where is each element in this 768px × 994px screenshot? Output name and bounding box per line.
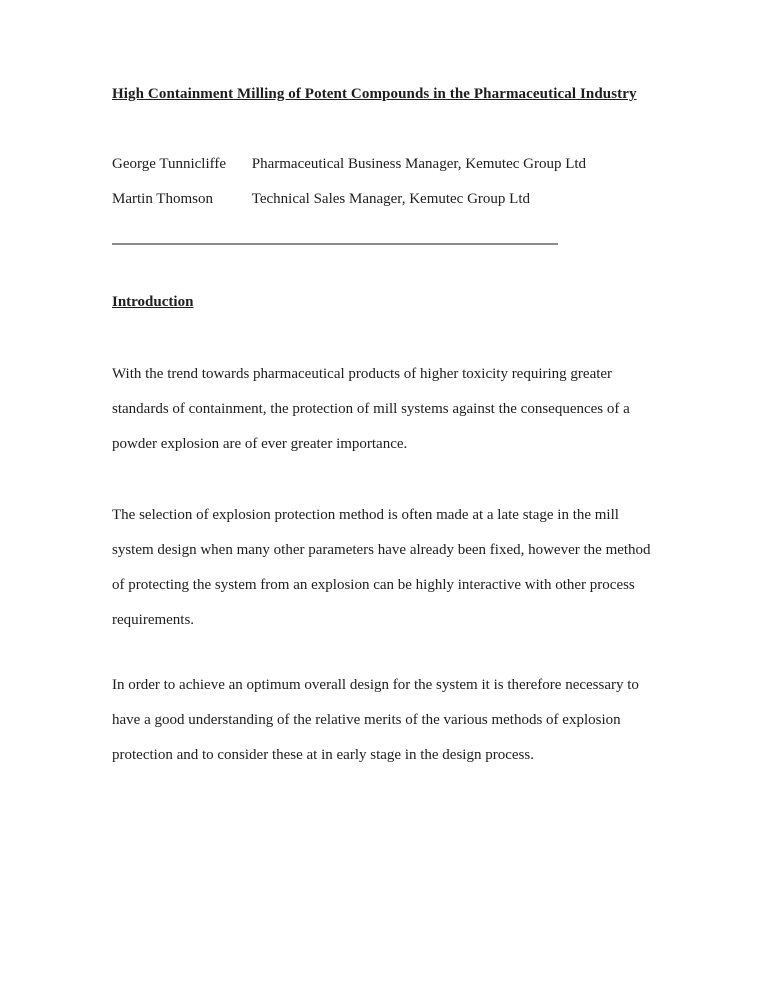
separator-line bbox=[112, 243, 558, 245]
paragraph-line: powder explosion are of ever greater importance. bbox=[112, 436, 408, 452]
paragraph-line: system design when many other parameters have already been fixed, however the method bbox=[112, 542, 651, 558]
paragraph-line: requirements. bbox=[112, 612, 195, 628]
author-role: Technical Sales Manager, Kemutec Group Ltd bbox=[251, 191, 530, 207]
author-row bbox=[112, 189, 530, 209]
paragraph-line: protection and to consider these at in early stage in the design process. bbox=[112, 747, 534, 763]
author-name: Martin Thomson bbox=[112, 191, 213, 207]
author-name: George Tunnicliffe bbox=[112, 156, 227, 172]
paragraph-line: of protecting the system from an explosion can be highly interactive with other process bbox=[112, 577, 635, 593]
paragraph-line: standards of containment, the protection of mill systems against the consequences of a bbox=[112, 401, 630, 417]
paragraph-line: have a good understanding of the relative merits of the various methods of explosion bbox=[112, 712, 621, 728]
author-row bbox=[112, 154, 586, 174]
document-title: High Containment Milling of Potent Compounds in the Pharmaceutical Industry bbox=[112, 86, 637, 102]
paragraph-line: With the trend towards pharmaceutical products of higher toxicity requiring greater bbox=[112, 366, 613, 382]
author-role: Pharmaceutical Business Manager, Kemutec Group Ltd bbox=[251, 156, 587, 172]
section-heading-introduction: Introduction bbox=[112, 294, 194, 310]
paragraph-line: The selection of explosion protection method is often made at a late stage in the mill bbox=[112, 507, 619, 523]
paragraph-line: In order to achieve an optimum overall design for the system it is therefore necessary to bbox=[112, 677, 639, 693]
